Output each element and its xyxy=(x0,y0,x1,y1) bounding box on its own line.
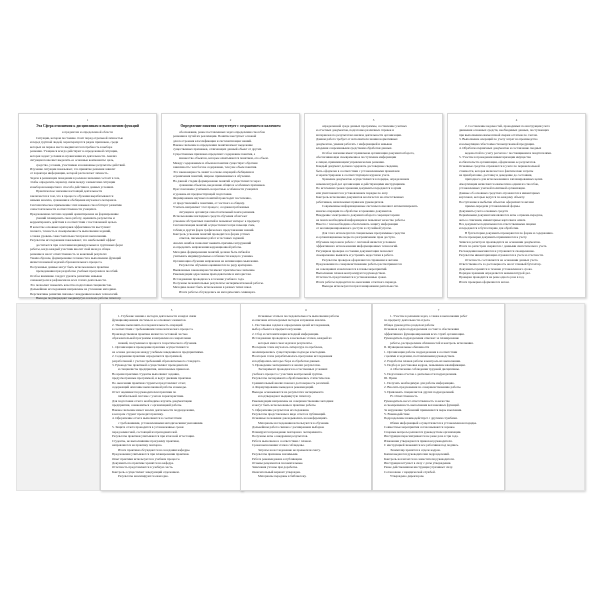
body-line: Отчетность представляется в установленные сроки. xyxy=(316,275,387,280)
body-line: работников, назначаемых приказом руководителя. xyxy=(316,199,385,204)
page-body xyxy=(30,136,145,301)
body-line: предприятия, ознакомиться с организацией работы. xyxy=(112,403,183,408)
body-line: Подразделение взаимодействует с другими службами. xyxy=(384,416,458,421)
body-line: V. Взаимодействие xyxy=(384,411,410,416)
body-line: Предложенная система заданий ориентирована на формирование xyxy=(30,211,119,216)
body-line: Основная задача подразделения состоит в обеспечении xyxy=(384,327,459,332)
body-line: Контроль возлагается на заместителя руководителя. xyxy=(384,456,455,461)
body-line: пятибалльной системе с учетом характеристики. xyxy=(118,394,185,399)
body-line: решения. Учащиеся всегда действуют в определенной ситуации, xyxy=(30,149,118,154)
body-line: движения основных средств, необходимых данных, поступающих xyxy=(459,128,549,133)
body-line: Итоги работы обсуждались на методических семинарах. xyxy=(179,289,256,294)
body-line: в соответствии с требованиями технологического процесса. xyxy=(112,327,194,332)
body-line: Основные этапы и последовательность выполнения работы xyxy=(258,314,339,318)
body-line: усвоение абстрактных понятий и повышает интерес к предмету. xyxy=(173,218,261,223)
page-right-gap xyxy=(505,303,585,491)
page-left-gap xyxy=(16,303,100,491)
body-line: В качестве основных критериев эффективности выступают xyxy=(30,224,111,229)
body-line: Записи в регистрах производятся на основании документов. xyxy=(459,239,541,244)
body-line: на совещаниях и включаются в планы мероприятий. xyxy=(316,266,388,271)
body-line: С инструкцией знакомятся все работники под подпись. xyxy=(384,443,459,448)
body-line: 2. Умение выполнять последовательность операций xyxy=(112,322,183,327)
document-page-3[interactable] xyxy=(304,113,443,298)
body-line: Поступление и выбытие объектов оформляется актами xyxy=(459,199,534,204)
body-line: Методика может быть использована в разных типах школ. xyxy=(173,285,253,290)
body-line: и описание используемых методов и приемов анализа. xyxy=(252,318,327,323)
body-line: Систематическое применение этих навыков способствует развитию xyxy=(30,202,123,207)
body-line: ситуации и организуя самостоятельный поиск решения. xyxy=(179,209,255,214)
page-body xyxy=(173,130,288,295)
body-line: II. Функциональные обязанности xyxy=(384,345,430,350)
body-line: зависимость: чем богаче содержание, тем уже объем понятия. xyxy=(173,165,258,170)
body-line: которых имел свои задачи и результаты. xyxy=(258,340,313,345)
body-line: Особое значение имеет правильная организация документооборота, xyxy=(322,150,415,155)
body-line: 1. Организация работы подразделения в соответствии xyxy=(384,349,458,354)
body-line: самоконтроля и рефлексии на всех этапах деятельности. xyxy=(30,278,107,283)
body-line: ведомостей по учету расчетов с поставщиками и покупателями. xyxy=(465,150,552,155)
body-line: по предмету деятельности отдела. xyxy=(384,318,431,323)
body-line: преподавания при разработке учебных программ и пособий. xyxy=(36,269,119,274)
body-line: Обучение персонала работе с системой является условием xyxy=(316,239,396,244)
body-line: документов, умения работать с информацией и навыков xyxy=(316,141,393,146)
body-line: Основные средства отражаются в учете по первоначальной xyxy=(459,164,540,169)
body-line: Между содержанием и объемом понятия существует обратная xyxy=(173,160,258,165)
body-line: и зарегистрирован в соответствующем журнале учета. xyxy=(316,172,390,177)
body-line: или уничтожаются в установленном порядке по акту. xyxy=(316,190,389,195)
body-line: с целями и задачами, поставленными руководством. xyxy=(384,354,455,359)
body-line: умений планировать свою работу, оценивать результаты и xyxy=(36,215,115,220)
body-line: Утверждено директором. xyxy=(390,474,425,479)
body-line: многие операции по обработке и хранению документов. xyxy=(316,208,393,213)
body-line: для построения классификации и систематизации знаний. xyxy=(173,138,252,143)
body-line: Планируется проведение повторного эксперимента. xyxy=(252,429,323,434)
body-line: перед комиссией, состоящей из преподавателей. xyxy=(112,429,178,434)
body-line: на приобретение, доставку и доведение до состояния, xyxy=(459,172,533,177)
body-line: Предложения учитываются при планировании практики. xyxy=(112,452,190,457)
page-body xyxy=(459,124,574,284)
body-line: от представлений к понятиям, от частного к общему. xyxy=(173,200,245,205)
body-line: и перед группой людей, характеризуется рядом признаков, среди xyxy=(30,140,119,145)
body-line: самостоятельности и ответственности учащихся. xyxy=(30,207,97,212)
body-line: В бухгалтерии документы проверяются по форме и содержанию. xyxy=(465,230,554,235)
body-line: Получены акты о внедрении результатов. xyxy=(252,434,309,439)
body-line: Это позволяет повысить качество подготовки специалистов. xyxy=(30,282,112,287)
page-number: 4 xyxy=(515,118,518,122)
body-line: стоимости, которая включает все фактические затраты xyxy=(459,168,534,173)
body-line: Расхождения выясняются и устраняются своевременно. xyxy=(459,248,535,253)
body-line: Рекомендации направлены на совершенствование методики xyxy=(252,398,334,403)
body-line: Исследование проводилось в несколько этапов, каждый из xyxy=(252,336,332,341)
body-line: Выводы подтверждают выдвинутую в начале работы гипотезу. xyxy=(36,296,122,301)
body-line: Методика формирования понятий должна быть гибкой и xyxy=(173,249,250,254)
body-line: и подбирались методы сбора и обработки данных. xyxy=(252,358,321,363)
body-line: Изучение ситуации показывает, что принятие решения зависит xyxy=(30,166,116,171)
body-line: 4. Обеспечение соблюдения трудовой дисциплины. xyxy=(390,367,460,372)
body-line: Общее руководство разделом работы xyxy=(384,322,435,327)
body-line: На данной стадии формирование понятий осуществляется через xyxy=(173,178,261,183)
body-line: Важное значение имеет анализ деятельности подразделения, xyxy=(112,407,195,412)
page-number: 3 xyxy=(372,118,375,122)
body-line: Затраты на исследование не превысили смету. xyxy=(258,447,321,452)
body-line: Работа выполнена в соответствии с планом. xyxy=(252,438,312,443)
body-line: Итоги практики обсуждаются на заседании кафедры. xyxy=(118,447,191,452)
body-line: номенклатурой дел организации и действующими инструкциями. xyxy=(316,181,406,186)
body-line: 4. Формулирование выводов и рекомендаций. xyxy=(252,385,314,390)
body-line: Материалы переданы в библиотеку. xyxy=(258,474,307,479)
body-line: Результаты обучения оцениваются по ряду критериев. xyxy=(179,263,253,268)
body-line: Изменения утверждаются приказом руководителя. xyxy=(384,438,453,443)
body-line: материалов по результатам анализа деятельности организации. xyxy=(316,132,402,137)
body-line: предусмотренные программой, и ведут дневник практики. xyxy=(112,376,192,381)
body-line: 1. Постановка задачи и определение целей исследования, xyxy=(252,322,330,327)
body-line: и определить направления коррекционной работы. xyxy=(173,245,242,250)
body-line: Проверка проводится не реже одного раза в год. xyxy=(459,275,525,280)
body-line: таблиц и других форм графического представления знаний. xyxy=(173,227,255,232)
document-page-7[interactable] xyxy=(372,303,505,491)
body-line: Документы хранятся в течение установленного срока. xyxy=(459,266,533,271)
page-number: 2 xyxy=(229,118,232,122)
body-line: Результаты анализируются ежегодно. xyxy=(118,474,169,479)
body-line: Обмен информацией осуществляется в установленном порядке. xyxy=(390,420,477,425)
body-line: выбор объекта и предмета изучения. xyxy=(252,327,302,332)
body-line: решение и несет ответственность за конечный результат. xyxy=(30,251,108,256)
body-line: Итоги работы подводятся по окончании отчетного периода. xyxy=(316,279,397,284)
body-line: в котором студент проходит практику. xyxy=(112,411,164,416)
body-line: III. Права xyxy=(384,376,397,381)
body-line: Организация обучения направлена на активизацию мышления. xyxy=(173,258,259,263)
page-number: 5 xyxy=(170,308,173,312)
body-line: Контроль усвоения понятий проводится в форме устных xyxy=(173,232,250,237)
body-line: Совместные мероприятия согласовываются заранее. xyxy=(384,425,456,430)
body-line: Контроль исполнения документов возлагается на ответственных xyxy=(316,195,404,200)
page-body xyxy=(316,124,431,289)
body-line: 1. Участие в решении задач, а также в выполнении работ xyxy=(390,314,468,318)
body-line: акты о списании, инвентарные карточки и описи. xyxy=(459,217,526,222)
body-line: навыки анализа, сравнения и обобщения изучаемого материала. xyxy=(30,198,117,203)
body-line: Окончательный вариант утвержден. xyxy=(252,469,301,474)
body-line: На первом этапе изучалась литература по проблеме, xyxy=(252,345,323,350)
body-line: Эксперимент проводился в естественных условиях xyxy=(258,367,328,372)
page-body xyxy=(112,314,231,479)
body-line: Итоги по регистрам сверяются с данными синтетического учета. xyxy=(459,244,548,249)
body-line: По истечении сроков хранения документы передаются в архив xyxy=(316,186,402,191)
body-line: учебного процесса с участием контрольной группы. xyxy=(252,371,323,376)
body-line: владения современными средствами обработки данных. xyxy=(316,146,393,151)
body-line: Получены положительные результаты экспериментальной работы. xyxy=(173,281,264,285)
body-line: ситуации позволяет выделить ее основные компоненты: цель, xyxy=(30,158,115,163)
body-line: и обязательств организации, оформление ее результатов. xyxy=(459,159,537,164)
body-line: После проверки документы принимаются к учету. xyxy=(459,235,528,240)
body-line: и своевременность выполнения возложенных функций. xyxy=(384,403,460,408)
body-line: быть оформлен в соответствии с установленными правилами xyxy=(316,168,400,173)
body-line: Ответственность за достоверность несет главный бухгалтер. xyxy=(459,262,542,267)
body-line: Для подготовки отчета необходимо изучить документацию xyxy=(112,398,193,403)
body-line: разработанной с учетом требований образовательного стандарта. xyxy=(112,358,201,363)
body-line: 2. Вносить предложения по совершенствованию работы. xyxy=(384,385,462,390)
body-line: Использование наглядных средств обучения облегчает xyxy=(173,214,248,219)
body-line: Ранее действовавшая инструкция утрачивает силу. xyxy=(384,465,453,470)
body-line: 2. Сбор и систематизация исходной информации. xyxy=(252,331,319,336)
body-line: 5. Оформление результатов исследования. xyxy=(252,407,310,412)
body-line: Таким образом, формирование готовности к выполнению функций xyxy=(30,256,121,261)
body-line: 4. Обработка первичных документов и составление сводных xyxy=(459,146,542,151)
body-line: Отчетность представляется в учебную часть. xyxy=(112,465,174,470)
body-line: Выявленные закономерности имеют практическое значение. xyxy=(173,267,256,272)
body-line: Существенные признаки определяют содержание понятия, а xyxy=(173,151,256,156)
body-line: направляются на практику повторно. xyxy=(112,443,163,448)
body-line: Сроки выполнения этапов соблюдены. xyxy=(252,443,305,448)
body-line: Документы по практике хранятся на кафедре. xyxy=(112,460,174,465)
body-line: и организационные меры по разграничению прав доступа. xyxy=(316,235,396,240)
body-line: Опыт практики используется в учебном процессе. xyxy=(112,456,181,461)
body-line: 3. Руководство практикой осуществляют преподаватели xyxy=(112,362,188,367)
body-line: Контроль осуществляет заведующий отделением. xyxy=(112,469,180,474)
body-line: и могут быть использованы в практике работы. xyxy=(252,403,317,408)
body-line: Работа рекомендована к публикации. xyxy=(252,456,303,461)
body-line: к лицам, принимающим управленческие решения. xyxy=(316,159,385,164)
document-page-4[interactable] xyxy=(447,113,586,298)
body-line: Отзывы рецензентов положительные. xyxy=(252,460,304,465)
body-line: работы, когда каждый участник вносит свой вклад в общее xyxy=(30,247,111,252)
body-line: 4. Оформление отчета выполняется в соответствии xyxy=(112,416,182,421)
body-line: достигается при сочетании индивидуальных и групповых форм xyxy=(36,242,123,247)
body-line: анализировались существующие подходы и методики. xyxy=(252,349,326,354)
body-line: Выводы используются при планировании деятельности. xyxy=(322,284,399,289)
body-line: чтобы определить характер связи между элементами ситуации xyxy=(30,180,116,185)
body-line: Итоги проверки оформляются актом. xyxy=(459,279,510,284)
body-line: Важное значение в определении понятия имеет выделение xyxy=(173,142,253,147)
body-line: 3. Подбор и расстановка кадров, повышение квалификации. xyxy=(384,362,466,367)
body-line: при выполнении ежемесячной сверки остатков по счетам. xyxy=(459,132,538,137)
body-line: учитывать индивидуальные особенности каждого ученика. xyxy=(173,254,254,259)
body-line: и отчетных документов, подготовка различных справок и xyxy=(316,128,394,133)
body-line: и калькуляции себестоимости выпускаемой продукции. xyxy=(459,141,535,146)
body-line: Данная работа требует от исполнителя знания нормативных xyxy=(316,137,398,142)
body-line: Руководитель несет ответственность за качество xyxy=(384,398,450,403)
body-line: IV. Ответственность xyxy=(390,394,418,399)
body-line: средства, условия, участников и возможные результаты действий. xyxy=(36,162,126,167)
page-title: Эта Сфера отношения к дисциплинам и выполнению функций xyxy=(36,124,139,128)
body-line: Практическое значение настоящей деятельности xyxy=(36,189,103,194)
body-line: Данные об основных средствах отражаются в инвентарных xyxy=(459,190,540,195)
body-line: Результаты проверок оформляются справками и актами. xyxy=(322,257,399,262)
body-line: Результаты исследования показывают, что наибольший эффект xyxy=(30,238,116,243)
page-number: 1 xyxy=(86,118,89,122)
body-line: Эта закономерность лежит в основе операций обобщения и xyxy=(173,169,254,174)
page-body xyxy=(252,314,360,479)
body-line: и уровень их предшествующей подготовки. xyxy=(173,191,233,196)
body-line: функционирования системы и ее основных элементов. xyxy=(112,318,187,323)
body-line: которых на первое место выдвигается потребность в выборе xyxy=(30,144,113,149)
body-line: Результаты эксперимента обрабатывались статистически. xyxy=(252,376,331,381)
body-line: определенной среде данных программы, составление учетных xyxy=(322,124,407,128)
body-line: пригодного для использования в запланированных целях. xyxy=(465,177,544,182)
body-line: Отчет оценивается руководителем практики по xyxy=(112,389,177,394)
body-line: Задача в решающем поведении в ролевом значении состоит в том, xyxy=(30,175,120,180)
body-line: Результаты представлены в виде отчета и публикаций. xyxy=(252,411,326,416)
body-line: Инструкция пересматривается не реже раза в три года. xyxy=(384,434,459,439)
body-line: Предложения по совершенствованию работы рассматриваются xyxy=(316,262,402,267)
body-line: и подтверждают выдвинутую гипотезу. xyxy=(258,394,312,399)
body-line: Систематизация понятий осуществляется при помощи схем, xyxy=(173,223,256,228)
body-line: существенных признаков, отличающих данный объект от других. xyxy=(173,147,263,152)
body-line: Все документы подписываются ответственными лицами xyxy=(459,221,536,226)
body-line: По окончании практики студенты представляют отчет, xyxy=(112,380,187,385)
body-line: Ситуация, которая постоянно стоит перед отдельной личностью xyxy=(36,135,124,140)
body-line: Рекомендации адресованы преподавателям и методистам. xyxy=(173,272,252,277)
body-line: корректировать действия в соответствии с поставленной целью. xyxy=(30,220,118,225)
body-line: Хранение документов осуществляется в порядке, определенном xyxy=(322,177,410,182)
body-line: установленных учетной политикой организации. xyxy=(459,186,526,191)
body-line: заключается в том, что в процессе обучения вырабатываются xyxy=(30,193,114,198)
body-line: Основные положения докладывались на конференциях. xyxy=(252,416,328,421)
body-line: Инструкция вступает в силу с даты утверждения. xyxy=(384,460,452,465)
body-line: образовательной программы и направлена на закрепление xyxy=(112,336,192,341)
body-line: 5. Защита отчета проводится в установленные сроки xyxy=(112,425,184,430)
body-line: Современные информационные системы позволяют автоматизировать xyxy=(322,204,418,209)
body-line: Полученные данные могут быть использованы в практике xyxy=(30,264,110,269)
body-line: Первичными документами являются акты о приеме-передаче, xyxy=(459,213,544,218)
body-line: полнота, точность и своевременность выполнения заданий, xyxy=(30,229,111,234)
document-page-6[interactable] xyxy=(240,303,372,491)
body-line: 3. Выполнение операций по учету затрат на производство xyxy=(459,137,538,142)
body-line: знаний, полученных в процессе теоретического обучения. xyxy=(118,340,197,345)
body-line: За нарушение требований применяются меры взыскания. xyxy=(384,407,462,412)
body-line: Материалы исследования используются в обучении. xyxy=(258,420,330,425)
body-line: Результаты практики учитываются при итоговой аттестации. xyxy=(112,434,195,439)
body-line: Внедрение электронного документооборота сокращает время xyxy=(316,213,400,218)
body-line: Каждый документ должен содержать достоверные сведения, xyxy=(316,164,399,169)
body-line: Результаты признаны значимыми. xyxy=(252,452,299,457)
body-line: Отчетность составляется на основании данных учета. xyxy=(465,257,539,262)
body-line: 1. Организация и проведение практики осуществляются xyxy=(112,345,189,350)
body-line: от характера информации, которой располагает личность. xyxy=(30,171,109,176)
body-line: которая задает условия и ограничения их деятельности. Анализ xyxy=(30,153,117,158)
body-line: на основе договоров между учебным заведением и предприятиями. xyxy=(112,349,204,354)
body-line: Вместе с тем необходимо обеспечивать защиту информации xyxy=(316,221,399,226)
body-line: Результаты инвентаризации отражаются в учете и отчетности. xyxy=(459,253,544,258)
body-line: эффективного использования информационных технологий. xyxy=(316,244,399,249)
body-line: Выводы основываются на результатах эксперимента xyxy=(252,389,324,394)
body-line: 5. Подготовка отчетов о деятельности подразделения. xyxy=(384,371,457,376)
body-line: содержащий описание выполненной работы и выводы. xyxy=(112,385,187,390)
page-title: Определение понятия сопутствует с сохранением и наличием xyxy=(180,124,281,128)
body-line: обоснования, ранее поставленных задач определения способов xyxy=(179,129,265,134)
body-line: приема-передачи установленной формы. xyxy=(465,204,521,209)
body-line: 3. Проведение эксперимента и анализ результатов. xyxy=(252,362,321,367)
page-subtitle: к предметам и определенной области xyxy=(62,129,113,134)
body-line: ограничения понятий, широко применяемых в обучении. xyxy=(173,174,251,179)
body-line: Выполнение планов контролируется руководством. xyxy=(316,270,386,275)
body-line: 3. Привлекать специалистов других подразделений. xyxy=(384,389,455,394)
body-line: Руководитель подразделения отвечает за планирование xyxy=(384,336,459,341)
body-line: с требованиями, установленными методическими указаниями. xyxy=(118,420,204,425)
body-line: Регулярная проверка состояния документации позволяет xyxy=(316,248,394,253)
body-line: Исследование проводилось в течение учебного года. xyxy=(173,276,245,281)
document-page-2[interactable] xyxy=(161,113,300,298)
body-line: 1. Глубокие знания о методах деятельности и видах связи xyxy=(118,314,197,318)
body-line: Производственная практика является составной частью xyxy=(112,331,188,336)
body-line: Дальнейшая работа связана с расширением выборки. xyxy=(252,425,325,430)
body-line: Замечания учтены при доработке. xyxy=(252,465,298,470)
document-page-1[interactable] xyxy=(18,113,157,301)
body-line: При этом важно учитывать возрастные особенности учащихся xyxy=(173,187,258,192)
body-line: и выбором конкретного способа действия в данных условиях. xyxy=(30,184,115,189)
body-line: Порядок хранения определяется номенклатурой дел. xyxy=(459,270,531,275)
body-line: 2. Составление ведомостей, проводимых по инструкции учета xyxy=(465,124,550,128)
body-line: Анализ ошибок позволяет выявить причины затруднений xyxy=(173,240,252,245)
body-line: 5. Участие в проведении инвентаризации имущества xyxy=(459,155,531,160)
body-line: Спорные вопросы решаются руководством организации. xyxy=(384,429,462,434)
body-line: Сравнительный анализ показал достоверность различий. xyxy=(252,380,330,385)
body-line: Экземпляр хранится в отделе кадров. xyxy=(390,447,441,452)
body-line: от несанкционированного доступа и случайной утраты. xyxy=(316,226,392,231)
body-line: множество объектов, которые охватываются понятием, его объем. xyxy=(179,156,269,161)
page-body xyxy=(384,314,493,479)
body-line: своевременно выявлять и устранять недостатки в работе. xyxy=(316,253,394,258)
body-line: карточках, которые ведутся по каждому объекту. xyxy=(459,195,525,200)
body-line: эффективного функционирования всех служб организации. xyxy=(384,331,465,336)
body-line: На втором этапе разрабатывалась программа исследования xyxy=(252,354,333,359)
body-line: решения и путей их реализации. Понятие выступает основой xyxy=(173,134,257,139)
body-line: Перспективы развития связаны с внедрением новых технологий. xyxy=(30,291,119,296)
page-number: 7 xyxy=(437,308,440,312)
body-line: сравнение объектов, выделение общих и особенных признаков. xyxy=(179,183,266,188)
body-line: 2. Разработка планов работы и контроль их выполнения. xyxy=(384,358,461,363)
body-line: Дальнейшие исследования направлены на уточнение методики. xyxy=(30,287,117,292)
body-line: Во время практики студенты выполняют задания, xyxy=(112,371,180,376)
body-line: и передаются в бухгалтерию для обработки. xyxy=(459,226,520,231)
body-line: 1. Получать необходимую для работы информацию. xyxy=(384,380,455,385)
body-line: Формирование научных понятий происходит постепенно, xyxy=(173,196,252,201)
body-line: Особое внимание следует уделять развитию навыков xyxy=(30,273,103,278)
body-line: Для этого используются специальные программные средства xyxy=(322,230,406,235)
body-line: и специалисты предприятия, назначаемые приказом. xyxy=(118,367,190,372)
body-line: Документы учета основных средств xyxy=(459,208,508,213)
document-page-5[interactable] xyxy=(100,303,243,491)
body-line: Студенты, не выполнившие программу практики, xyxy=(112,438,180,443)
body-line: а также уровень самостоятельности при их выполнении. xyxy=(30,233,107,238)
body-line: Согласовано с юридической службой. xyxy=(384,469,436,474)
body-line: на поиск необходимой информации и повышает качество работы. xyxy=(316,217,406,222)
body-line: работы, распределение обязанностей и контроль исполнения. xyxy=(390,340,474,345)
body-line: 2. Содержание практики определяется программой, xyxy=(112,354,183,359)
body-line: Копии выдаются руководителям подразделений. xyxy=(384,452,450,457)
body-line: является важной задачей образовательного процесса. xyxy=(30,260,103,265)
body-line: Учитель направляет этот процесс, создавая проблемные xyxy=(173,205,250,210)
page-number: 6 xyxy=(305,308,307,312)
body-line: ответов, письменных работ и тестовых заданий. xyxy=(179,236,245,241)
body-line: обеспечивающая своевременное поступление информации xyxy=(316,155,397,160)
body-line: Амортизация начисляется ежемесячно одним из способов, xyxy=(459,181,539,186)
